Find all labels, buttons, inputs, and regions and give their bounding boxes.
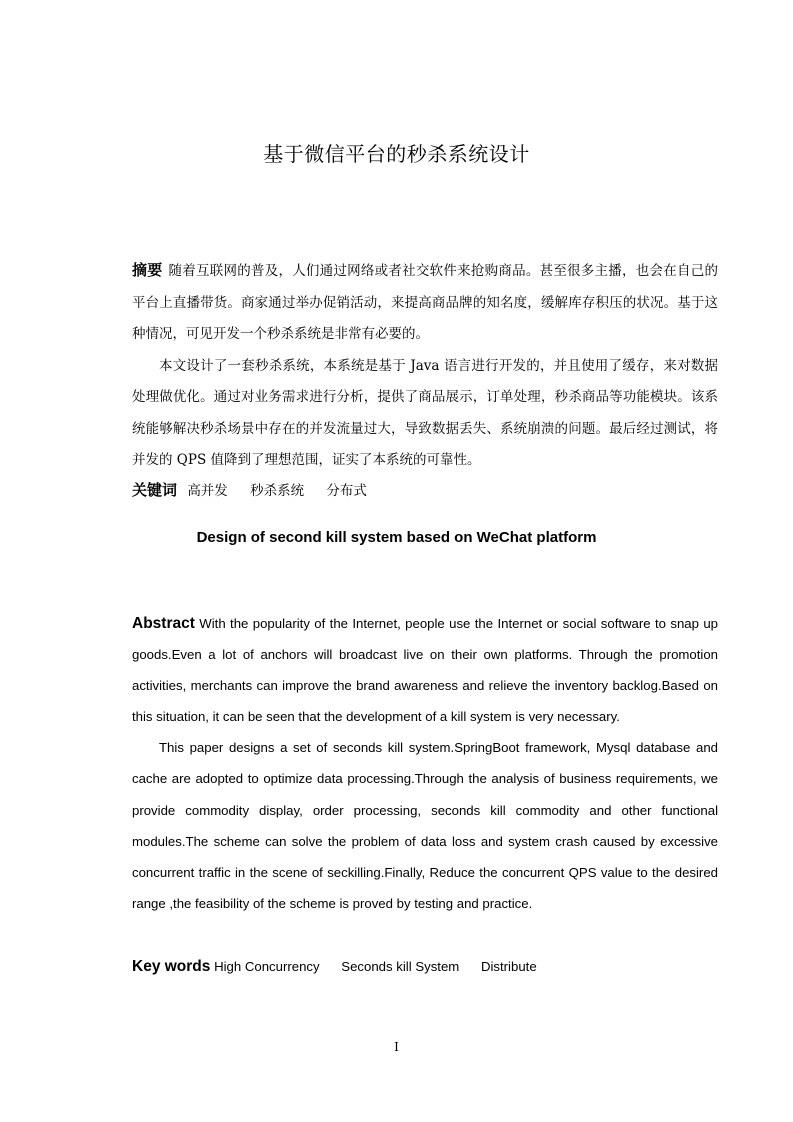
chinese-keywords [132, 475, 718, 508]
english-keywords [132, 951, 718, 982]
english-abstract-label: Abstract [132, 615, 195, 632]
chinese-title: 基于微信平台的秒杀系统设计 [263, 142, 530, 166]
chinese-abstract-label: 摘要 [132, 261, 163, 279]
english-keywords-label: Key words [132, 958, 211, 975]
english-abstract-text-1: With the popularity of the Internet, people use the Internet or social software to snap up goods.Even a lot of anchors will broadcast live on their own platforms. Through the promotion activities, merchants can improve the brand awareness and relieve the inventory backlog.Based on this situation, it can be seen that the development of a kill system is very necessary. [132, 616, 718, 725]
english-keyword: Seconds kill System [341, 959, 460, 974]
english-abstract [132, 608, 718, 919]
chinese-abstract-paragraph-2: 本文设计了一套秒杀系统，本系统是基于 Java 语言进行开发的，并且使用了缓存，来对数据处理做优化。通过对业务需求进行分析，提供了商品展示，订单处理，秒杀商品等功能模块。该系统能够解决秒杀场景中存在的并发流量过大，导致数据丢失、系统崩溃的问题。最后经过测试，将并发的 QPS 值降到了理想范围，证实了本系统的可靠性。 [132, 357, 718, 468]
english-keyword: Distribute [480, 959, 537, 974]
chinese-keyword: 分布式 [326, 483, 367, 499]
page-number: I [394, 1040, 399, 1054]
english-keyword: High Concurrency [214, 959, 320, 974]
chinese-keyword: 高并发 [187, 483, 228, 499]
english-title: Design of second kill system based on WeChat platform [196, 529, 597, 546]
chinese-keyword: 秒杀系统 [250, 483, 305, 499]
english-abstract-paragraph-2: This paper designs a set of seconds kill system.SpringBoot framework, Mysql database and cache are adopted to optimize data processing.Through the analysis of business requirements, we provide commodity display, order processing, seconds kill commodity and other functional modules.The scheme can solve the problem of data loss and system crash caused by excessive concurrent traffic in the scene of seckilling.Finally, Reduce the concurrent QPS value to the desired range ,the feasibility of the scheme is proved by testing and practice. [132, 740, 718, 911]
chinese-keywords-label: 关键词 [132, 481, 178, 499]
chinese-abstract [132, 255, 718, 477]
chinese-abstract-paragraph-1 [132, 255, 718, 351]
chinese-abstract-text-1: 随着互联网的普及，人们通过网络或者社交软件来抢购商品。甚至很多主播，也会在自己的平台上直播带货。商家通过举办促销活动，来提高商品牌的知名度，缓解库存积压的状况。基于这种情况，可见开发一个秒杀系统是非常有必要的。 [132, 263, 718, 342]
english-abstract-paragraph-1 [132, 608, 718, 732]
